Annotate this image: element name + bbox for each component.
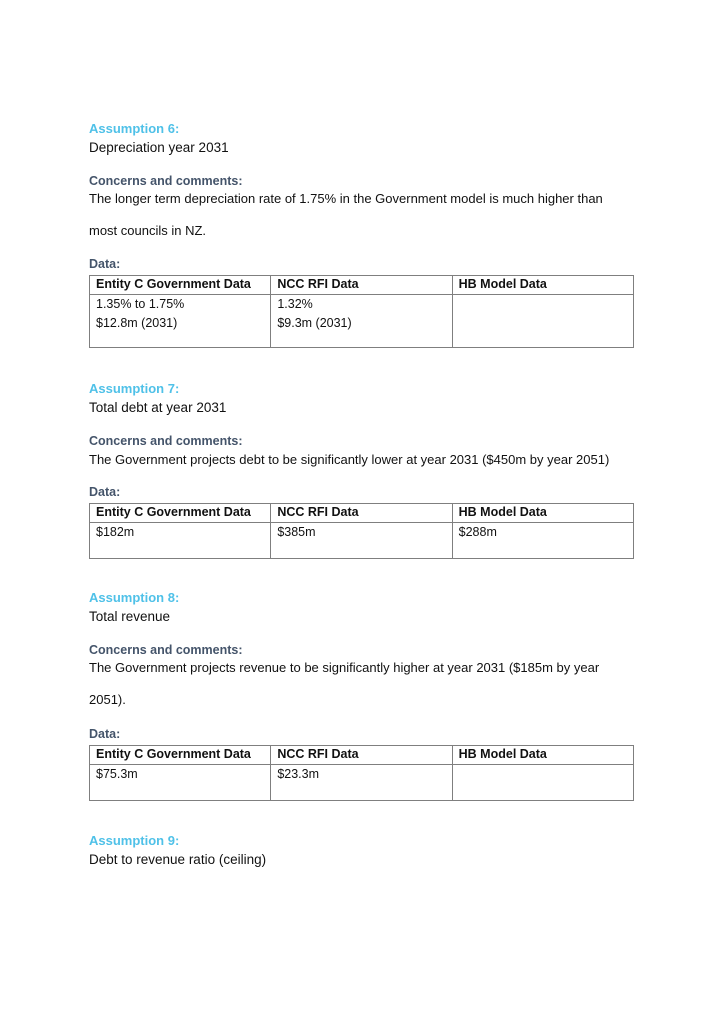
cell-value: $288m xyxy=(458,525,497,539)
data-table xyxy=(89,503,634,559)
assumption-heading: Assumption 6: xyxy=(89,121,180,136)
column-header: NCC RFI Data xyxy=(271,276,452,295)
data-label: Data: xyxy=(89,727,121,741)
assumption-7-section xyxy=(89,381,634,417)
table-header-row xyxy=(90,746,634,765)
assumption-subject: Total revenue xyxy=(89,609,171,624)
assumption-8-concerns xyxy=(89,642,634,716)
assumption-heading: Assumption 9: xyxy=(89,833,180,848)
column-header: NCC RFI Data xyxy=(271,504,452,523)
assumption-subject: Total debt at year 2031 xyxy=(89,400,227,415)
assumption-6-section xyxy=(89,121,634,157)
table-cell xyxy=(271,295,452,348)
assumption-heading: Assumption 8: xyxy=(89,590,180,605)
cell-value: 1.32% xyxy=(277,297,313,311)
data-label: Data: xyxy=(89,485,121,499)
data-table xyxy=(89,275,634,348)
data-label: Data: xyxy=(89,257,121,271)
table-cell xyxy=(452,523,633,559)
table-row xyxy=(90,295,634,348)
comment-line: 2051). xyxy=(89,692,126,707)
table-row xyxy=(90,523,634,559)
table-cell xyxy=(90,295,271,348)
assumption-6-concerns xyxy=(89,173,634,247)
assumption-heading: Assumption 7: xyxy=(89,381,180,396)
cell-value: $12.8m (2031) xyxy=(96,316,178,330)
column-header: Entity C Government Data xyxy=(90,276,271,295)
assumption-7-data xyxy=(89,484,634,559)
cell-value: $182m xyxy=(96,525,135,539)
table-header-row xyxy=(90,276,634,295)
concerns-label: Concerns and comments: xyxy=(89,643,243,657)
table-cell xyxy=(90,765,271,801)
table-cell xyxy=(452,295,633,348)
assumption-8-section xyxy=(89,590,634,626)
column-header: HB Model Data xyxy=(452,504,633,523)
comment-line: The Government projects revenue to be significantly higher at year 2031 ($185m by year xyxy=(89,660,600,675)
concerns-label: Concerns and comments: xyxy=(89,174,243,188)
table-cell xyxy=(90,523,271,559)
comment-line: The longer term depreciation rate of 1.75% in the Government model is much higher than xyxy=(89,191,603,206)
table-cell xyxy=(271,765,452,801)
cell-value: $9.3m (2031) xyxy=(277,316,352,330)
data-table xyxy=(89,745,634,801)
cell-value: $23.3m xyxy=(277,767,320,781)
assumption-7-concerns xyxy=(89,433,634,469)
assumption-subject: Debt to revenue ratio (ceiling) xyxy=(89,852,267,867)
assumption-6-data xyxy=(89,256,634,348)
column-header: NCC RFI Data xyxy=(271,746,452,765)
table-header-row xyxy=(90,504,634,523)
assumption-subject: Depreciation year 2031 xyxy=(89,140,229,155)
assumption-8-data xyxy=(89,726,634,801)
column-header: Entity C Government Data xyxy=(90,504,271,523)
table-row xyxy=(90,765,634,801)
concerns-label: Concerns and comments: xyxy=(89,434,243,448)
cell-value: $75.3m xyxy=(96,767,138,781)
cell-value: $385m xyxy=(277,525,316,539)
table-cell xyxy=(271,523,452,559)
column-header: Entity C Government Data xyxy=(90,746,271,765)
column-header: HB Model Data xyxy=(452,746,633,765)
cell-value: 1.35% to 1.75% xyxy=(96,297,185,311)
assumption-9-section xyxy=(89,833,634,869)
table-cell xyxy=(452,765,633,801)
column-header: HB Model Data xyxy=(452,276,633,295)
comment-line: The Government projects debt to be significantly lower at year 2031 ($450m by year 2051) xyxy=(89,452,610,467)
comment-line: most councils in NZ. xyxy=(89,223,207,238)
